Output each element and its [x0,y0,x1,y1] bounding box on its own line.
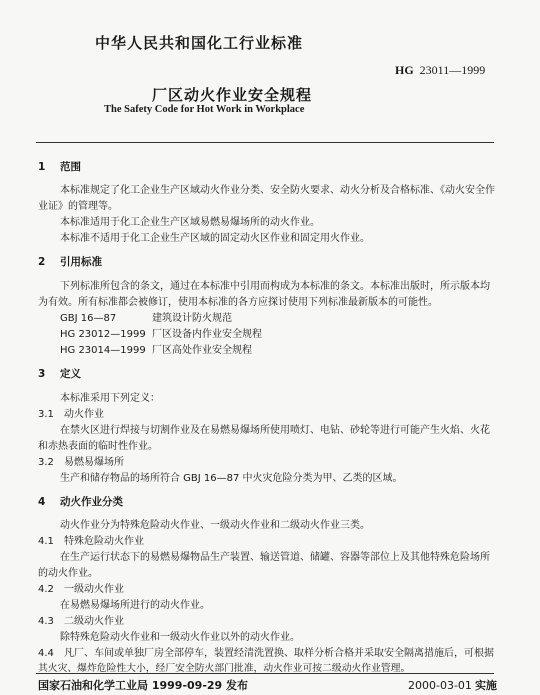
section-3-intro: 本标准采用下列定义： [60,393,160,404]
clause-title: 易燃易爆场所 [64,457,124,468]
header-divider [36,142,494,143]
clause-title: 特殊危险动火作业 [64,536,144,547]
clause-number: 4.1 [38,536,54,547]
section-1-heading [38,159,81,174]
definition-3-2-text: 生产和储存物品的场所符合 GBJ 16—87 中火灾危险分类为甲、乙类的区域。 [60,473,403,484]
section-title: 引用标准 [60,256,102,268]
clause-number: 3.2 [38,457,54,468]
reference-name: 厂区高处作业安全规程 [152,345,252,356]
section-number: 4 [38,496,46,508]
definition-3-1-text-line-2: 和赤热表面的临时性作业。 [38,441,158,452]
clause-number: 4.4 [38,648,54,659]
section-2-para-1-line-2: 为有效。所有标准都会被修订，使用本标准的各方应探讨使用下列标准最新版本的可能性。 [38,297,438,308]
section-4-intro: 动火作业分为特殊危险动火作业、一级动火作业和二级动火作业三类。 [60,520,370,531]
reference-name: 建筑设计防火规范 [152,313,232,324]
issuing-standard-category: 中华人民共和国化工行业标准 [95,34,304,52]
section-title: 范围 [60,161,81,173]
section-2-heading [38,254,102,269]
clause-4-1-text-line-1: 在生产运行状态下的易燃易爆物品生产装置、输送管道、储罐、容器等部位上及其他特殊危险场所 [60,552,490,563]
section-1-para-1-line-2: 业证》的管理等。 [38,201,118,212]
section-1-para-3: 本标准不适用于化工企业生产区域的固定动火区作业和固定用火作业。 [60,233,370,244]
clause-4-2-heading [38,580,124,595]
clause-4-2-text: 在易燃易爆场所进行的动火作业。 [60,600,210,611]
reference-standard-2 [60,325,262,340]
reference-code: HG 23012—1999 [60,329,146,340]
section-number: 3 [38,368,46,380]
footer-divider [36,673,494,674]
definition-3-1-heading [38,405,104,420]
section-4-heading [38,494,123,509]
clause-number: 3.1 [38,409,54,420]
section-title: 定义 [60,368,81,380]
clause-title: 动火作业 [64,409,104,420]
effective-date [408,677,497,693]
standard-code [395,63,485,78]
effective-date-value: 2000-03-01 [408,679,472,692]
clause-4-3-heading [38,612,124,627]
section-1-para-2: 本标准适用于化工企业生产区域易燃易爆场所的动火作业。 [60,217,320,228]
clause-4-4-text-line-2: 其火灾、爆炸危险性大小，经厂安全防火部门批准，动火作业可按二级动火作业管理。 [38,663,411,674]
section-number: 1 [38,161,46,173]
clause-4-3-text: 除特殊危险动火作业和一级动火作业以外的动火作业。 [60,632,300,643]
standard-code-number: 23011—1999 [419,63,486,77]
approval-statement: 国家石油和化学工业局 1999-09-29 发布 [38,679,249,692]
clause-4-4 [38,644,494,659]
section-2-para-1-line-1: 下列标准所包含的条文，通过在本标准中引用而构成为本标准的条文。本标准出版时，所示版本均 [60,281,490,292]
clause-title: 一级动火作业 [64,584,124,595]
section-number: 2 [38,256,46,268]
reference-code: GBJ 16—87 [60,313,117,324]
clause-4-1-heading [38,532,144,547]
clause-text-line-1: 凡厂、车间或单独厂房全部停车，装置经清洗置换、取样分析合格并采取安全隔离措施后，可根据 [64,648,494,659]
reference-name: 厂区设备内作业安全规程 [152,329,262,340]
clause-title: 二级动火作业 [64,616,124,627]
standard-code-prefix: HG [395,63,414,77]
document-title-english: The Safety Code for Hot Work in Workplace [104,104,305,115]
reference-code: HG 23014—1999 [60,345,146,356]
clause-number: 4.3 [38,616,54,627]
section-title: 动火作业分类 [60,496,123,508]
section-3-heading [38,366,81,381]
reference-standard-1 [60,309,232,324]
definition-3-1-text-line-1: 在禁火区进行焊接与切割作业及在易燃易爆场所使用喷灯、电钻、砂轮等进行可能产生火焰、火花 [60,425,490,436]
section-1-para-1-line-1: 本标准规定了化工企业生产区域动火作业分类、安全防火要求、动火分析及合格标准、《动火安全作 [60,185,495,196]
clause-4-1-text-line-2: 的动火作业。 [38,568,98,579]
reference-standard-3 [60,341,252,356]
clause-number: 4.2 [38,584,54,595]
document-title: 厂区动火作业安全规程 [152,86,313,104]
definition-3-2-heading [38,453,124,468]
effective-label: 实施 [474,679,497,692]
